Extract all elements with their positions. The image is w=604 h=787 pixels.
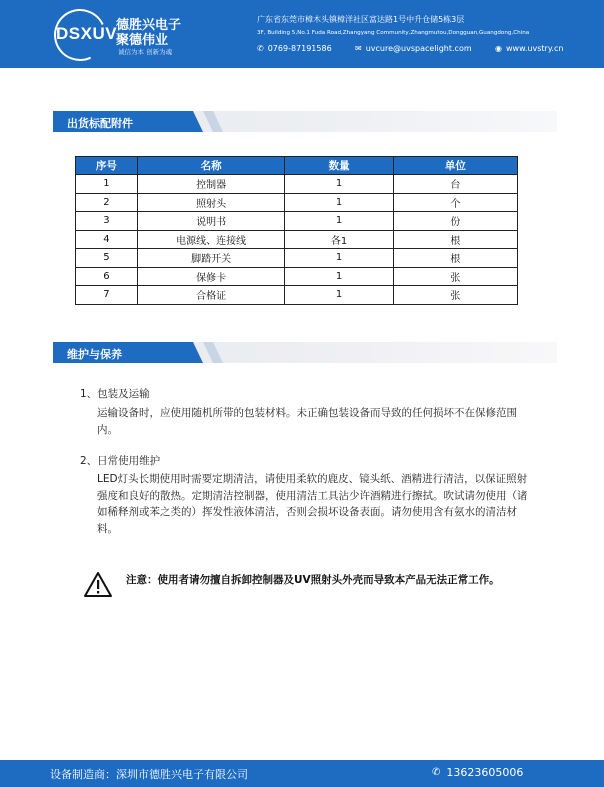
- table-cell: 3: [76, 212, 138, 231]
- page-footer: [0, 760, 604, 787]
- section-tab-accent: [203, 342, 231, 363]
- mail-icon: ✉: [355, 44, 362, 53]
- table-cell: 张: [393, 267, 517, 286]
- table-cell: 电源线、连接线: [137, 230, 285, 249]
- table-cell: 4: [76, 230, 138, 249]
- page-header: [0, 0, 604, 68]
- table-cell: 份: [393, 212, 517, 231]
- globe-icon: ◉: [495, 44, 502, 53]
- table-cell: 说明书: [137, 212, 285, 231]
- table-cell: 1: [76, 175, 138, 194]
- header-phone-number: 0769-87191586: [267, 44, 332, 53]
- brand-name-line2: 聚德伟业: [116, 33, 169, 48]
- table-cell: 2: [76, 193, 138, 212]
- table-row: [76, 267, 518, 286]
- table-cell: 各1: [285, 230, 393, 249]
- brand-slogan: 诚信为本 创新为魂: [118, 48, 173, 56]
- accessories-table: [75, 156, 518, 305]
- table-row: [76, 286, 518, 305]
- table-row: [76, 230, 518, 249]
- table-header-cell: 数量: [285, 157, 393, 175]
- table-cell: 台: [393, 175, 517, 194]
- table-cell: 根: [393, 249, 517, 268]
- phone-icon: ✆: [257, 44, 264, 53]
- footer-phone-number: 13623605006: [446, 766, 524, 779]
- table-cell: 1: [285, 249, 393, 268]
- table-cell: 1: [285, 286, 393, 305]
- table-cell: 6: [76, 267, 138, 286]
- section-bar-maintenance: [53, 342, 557, 363]
- section-bar-accessories: [53, 111, 557, 132]
- table-cell: 1: [285, 212, 393, 231]
- warning-triangle-icon: [83, 571, 113, 598]
- table-cell: 控制器: [137, 175, 285, 194]
- address-english: 3F, Building 5,No.1 Fuda Road,Zhangyang Community,Zhangmutou,Dongguan,Guangdong,China: [257, 30, 530, 36]
- table-cell: 5: [76, 249, 138, 268]
- table-cell: 照射头: [137, 193, 285, 212]
- table-cell: 脚踏开关: [137, 249, 285, 268]
- maintenance-item2-title: 2、日常使用维护: [80, 455, 161, 467]
- header-email-address: uvcure@uvspacelight.com: [365, 44, 472, 53]
- header-email[interactable]: [355, 44, 472, 53]
- maintenance-item1-title: 1、包装及运输: [80, 388, 150, 400]
- header-website-url: www.uvstry.cn: [505, 44, 564, 53]
- section-title-accessories: 出货标配附件: [67, 117, 133, 130]
- table-row: [76, 175, 518, 194]
- header-website[interactable]: [495, 44, 563, 53]
- table-cell: 1: [285, 193, 393, 212]
- table-cell: 7: [76, 286, 138, 305]
- address-chinese: 广东省东莞市樟木头镇樟洋社区富达路1号中升仓储5栋3层: [257, 15, 465, 24]
- table-cell: 保修卡: [137, 267, 285, 286]
- table-cell: 1: [285, 175, 393, 194]
- table-header-cell: 单位: [393, 157, 517, 175]
- footer-manufacturer: 设备制造商：深圳市德胜兴电子有限公司: [50, 768, 248, 781]
- maintenance-item1-body: 运输设备时，应使用随机所带的包装材料。未正确包装设备而导致的任何损坏不在保修范围内。: [97, 407, 517, 436]
- table-header-row: [76, 157, 518, 175]
- table-header-cell: 名称: [137, 157, 285, 175]
- header-phone: [257, 44, 332, 53]
- logo-text: DSXUV: [56, 24, 118, 43]
- section-title-maintenance: 维护与保养: [67, 348, 122, 361]
- phone-icon: ✆: [432, 767, 441, 778]
- maintenance-item2-body: LED灯头长期使用时需要定期清洁，请使用柔软的鹿皮、镜头纸、酒精进行清洁，以保证照射强度和良好的散热。定期清洁控制器，使用清洁工具沾少许酒精进行擦拭。吹试请勿使用（诸如稀释剂或苯之类的）挥发性液体清洁，否则会损坏设备表面。请勿使用含有氨水的清洁材料。: [97, 473, 528, 535]
- table-row: [76, 212, 518, 231]
- table-row: [76, 193, 518, 212]
- section-tab-accent: [203, 111, 231, 132]
- table-cell: 根: [393, 230, 517, 249]
- footer-phone: [432, 766, 523, 779]
- table-cell: 1: [285, 267, 393, 286]
- brand-name-line1: 德胜兴电子: [116, 18, 182, 33]
- table-header-cell: 序号: [76, 157, 138, 175]
- table-cell: 合格证: [137, 286, 285, 305]
- warning-text: 注意：使用者请勿擅自拆卸控制器及UV照射头外壳而导致本产品无法正常工作。: [126, 574, 500, 586]
- table-row: [76, 249, 518, 268]
- table-cell: 个: [393, 193, 517, 212]
- table-cell: 张: [393, 286, 517, 305]
